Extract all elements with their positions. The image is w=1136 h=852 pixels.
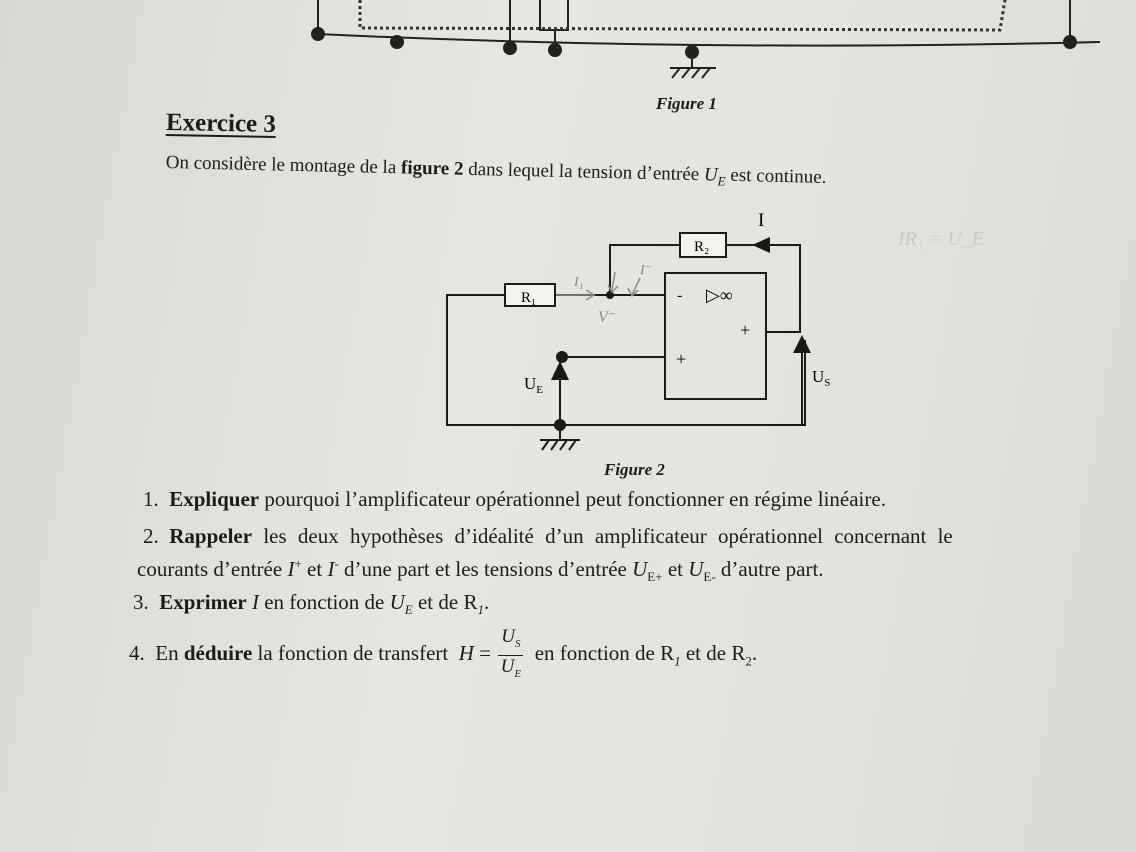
question-1: 1. Expliquer pourquoi l’amplificateur opérationnel peut fonctionner en régime linéaire. — [143, 487, 886, 511]
exercise-intro: On considère le montage de la figure 2 dans lequel la tension d’entrée $U_E$ est continue. — [165, 152, 827, 189]
question-2-line2: courants d’entrée I+ et I- d’une part et les tensions d’entrée $U_{E+}$ et $U_{E-}$ d’autre part. — [137, 556, 824, 585]
label-r2: R₂ — [694, 239, 710, 255]
handwritten-i-minus: I⁻ — [640, 263, 653, 278]
figure-2-circuit — [0, 200, 1136, 470]
question-2: 2. Rappeler les deux hypothèses d’idéalité d’un amplificateur opérationnel concernant le — [143, 524, 953, 548]
label-r1: R₁ — [521, 290, 537, 306]
figure-1-fragment — [0, 0, 1136, 100]
label-minus: - — [677, 287, 683, 304]
figure-2-caption: Figure 2 — [604, 460, 665, 479]
label-plus-in: + — [676, 349, 687, 369]
figure-1-caption: Figure 1 — [656, 94, 717, 113]
opamp-symbol: ▷∞ — [706, 285, 733, 305]
question-3: 3. Exprimer I en fonction de $U_E$ et de $R_1$. — [133, 590, 490, 618]
handwritten-side-note: IR₁ = U_E — [898, 228, 984, 250]
label-ue: $U_E$ — [524, 374, 544, 396]
label-plus-out: + — [740, 320, 751, 340]
label-us: $U_S$ — [812, 367, 831, 389]
handwritten-v-minus: V⁻ — [598, 309, 617, 326]
label-current-i: I — [758, 210, 765, 231]
handwritten-i1: I₁ — [574, 275, 584, 290]
transfer-function-fraction: $\frac{U_S}{U_E}$ — [498, 626, 523, 685]
exercise-title: Exercice 3 — [165, 109, 277, 138]
question-4: 4. En déduire la fonction de transfert H = $\frac{U_S}{U_E}$ en fonction de $R_1$ et de $R_2$. — [129, 626, 757, 685]
